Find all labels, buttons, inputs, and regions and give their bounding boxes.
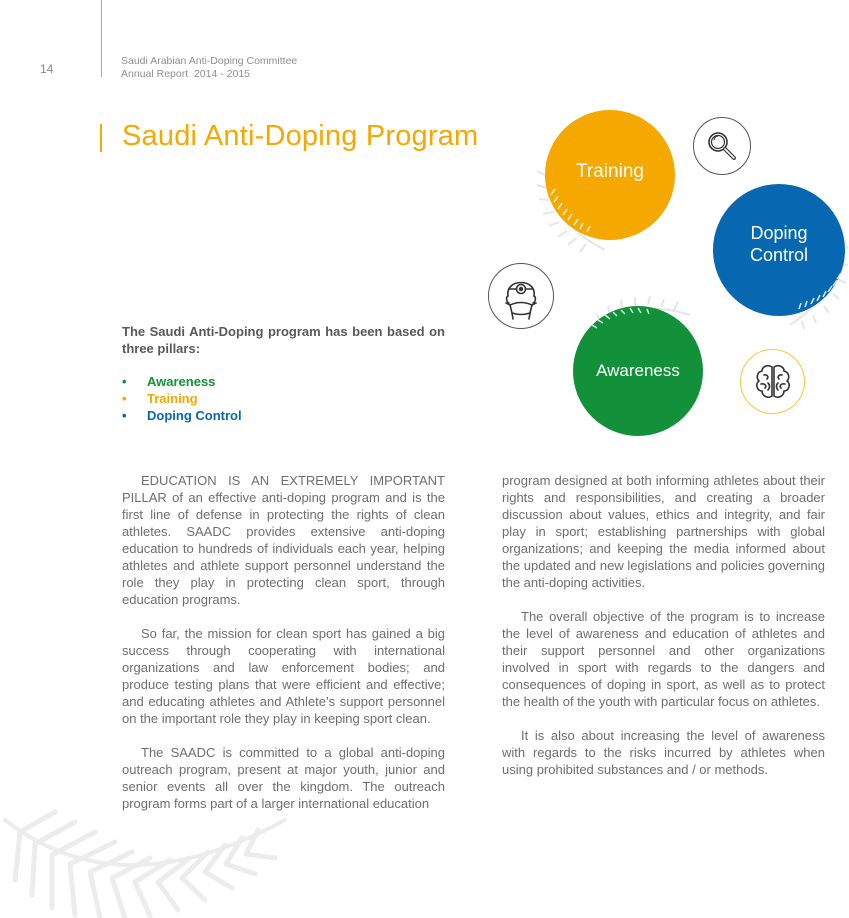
page-number: 14 [40,62,54,76]
body-paragraph: So far, the mission for clean sport has gained a big success through cooperating with international organizations and law enforcement bodies; and produce testing plans that were efficient and effective; and educating athletes and Athlete’s support personnel on the important role they play in keeping sport clean. [122,626,445,726]
report-title: Annual Report 2014 - 2015 [121,68,251,80]
brain-icon [753,362,793,402]
title-accent-bar [100,124,102,152]
bullet: • [122,374,127,389]
page-title: Saudi Anti-Doping Program [122,120,479,152]
org-name: Saudi Arabian Anti-Doping Committee [121,55,298,67]
pillar-label: Awareness [147,374,216,389]
pillars-list [122,373,242,424]
search-icon-badge [693,117,751,175]
pillar-label: Doping Control [147,408,242,423]
running-header [121,55,297,81]
doping-control-label: Doping Control [749,223,809,265]
bullet: • [122,391,127,406]
hatch-decoration-icon [573,306,703,436]
brain-icon-badge [740,349,805,414]
body-paragraph: The SAADC is committed to a global anti-doping outreach program, present at major youth, junior and senior events all over the kingdom. The outreach program forms part of a larger international education [122,745,445,811]
hatch-decoration-icon [545,110,675,240]
palm-leaf-decoration-icon [0,800,300,918]
body-column-right [502,472,825,795]
search-icon [705,129,739,163]
body-column-left [122,472,445,829]
bullet: • [122,408,127,423]
header-divider [101,0,102,77]
awareness-label: Awareness [596,361,680,380]
hatch-decoration-icon [713,184,845,316]
pillar-item-doping-control [122,407,242,424]
body-paragraph: program designed at both informing athletes about their rights and responsibilities, and creating a broader discussion about values, ethics and integrity, and fair play in sport; establishing partnerships with global organizations; and keeping the media informed about the updated and new legislations and policies governing the anti-doping activities. [502,473,825,590]
doctor-icon-badge [488,263,554,329]
body-paragraph: EDUCATION IS AN EXTREMELY IMPORTANT PILLAR of an effective anti-doping program and is the first line of defense in protecting the rights of clean athletes. SAADC provides extensive anti-doping education to hundreds of individuals each year, helping athletes and athlete support personnel understand the role they play in protecting clean sport, through education programs. [122,473,445,607]
body-paragraph: The overall objective of the program is to increase the level of awareness and education of athletes and their support personnel and other organizations involved in sport with regards to the dangers and consequences of doping in sport, as well as to protect the health of the youth with particular focus on athletes. [502,609,825,709]
pillar-item-awareness [122,373,242,390]
training-label: Training [576,161,644,182]
doctor-mask-icon [499,272,543,320]
pillar-label: Training [147,391,198,406]
pillar-item-training [122,390,242,407]
intro-text: The Saudi Anti-Doping program has been based on three pillars: [122,324,445,356]
body-paragraph: It is also about increasing the level of awareness with regards to the risks incurred by athletes when using prohibited substances and / or methods. [502,728,825,777]
